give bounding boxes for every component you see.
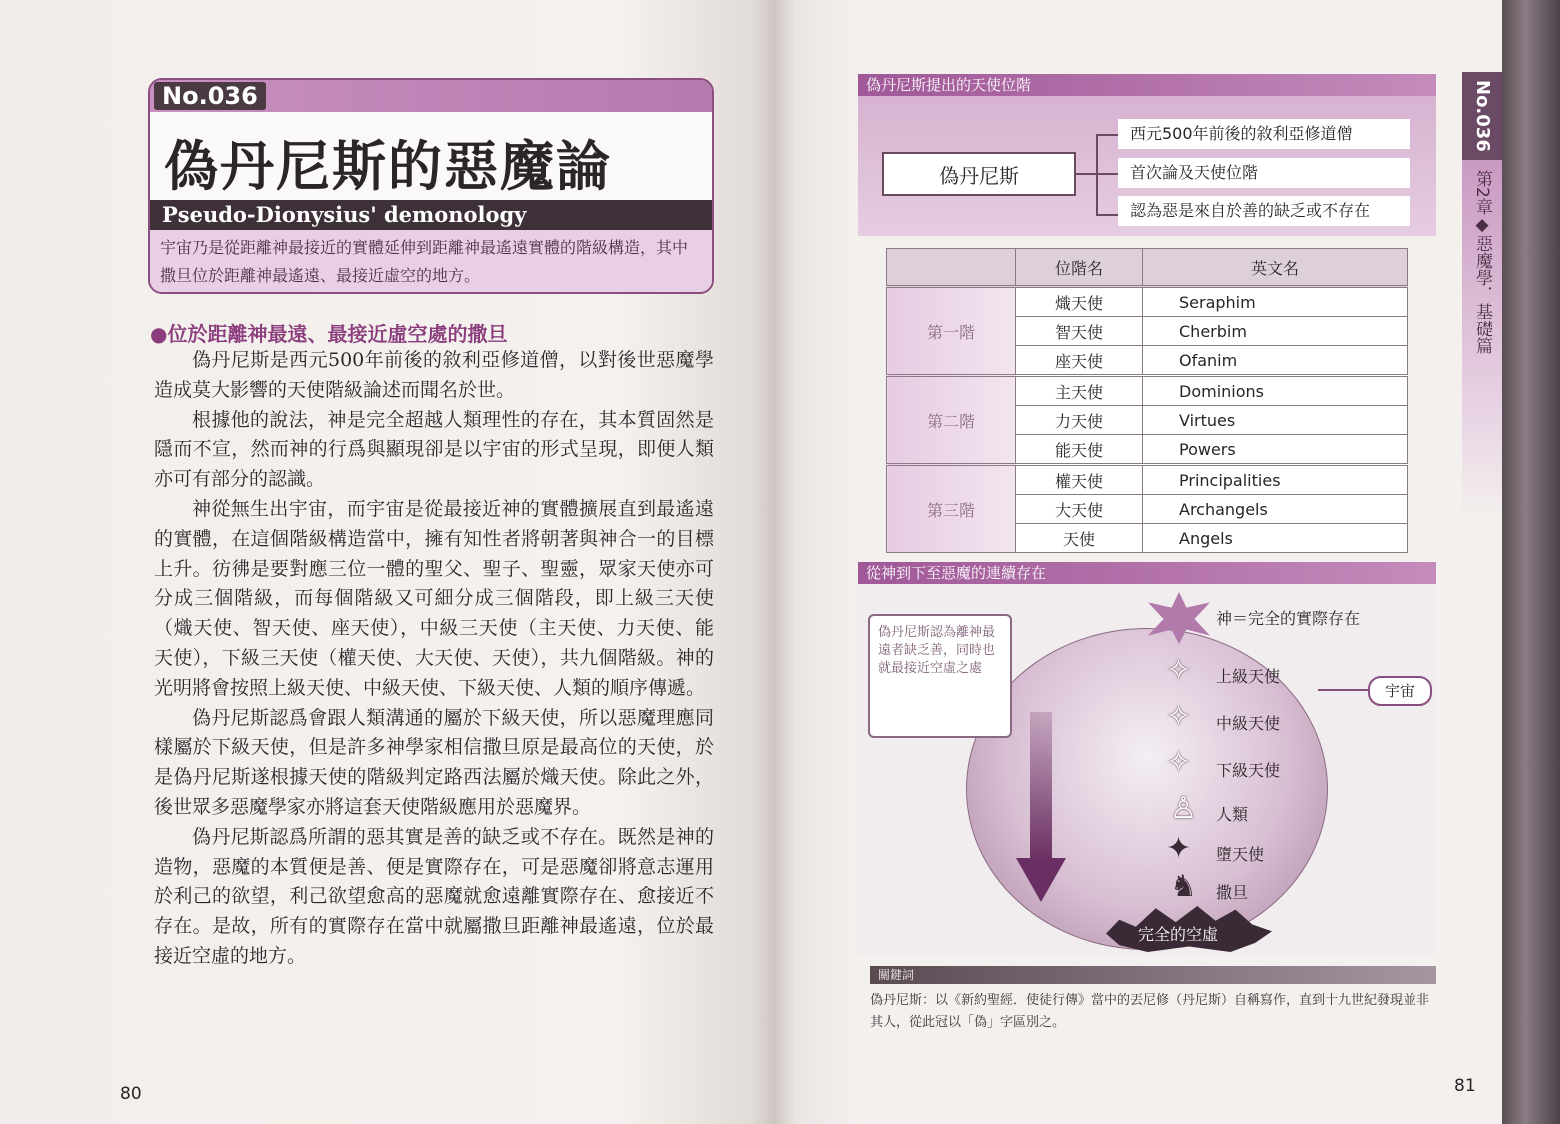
en-cell: Virtues [1143,406,1408,435]
note-2: 首次論及天使位階 [1118,158,1410,188]
note-3: 認為惡是來自於善的缺乏或不存在 [1118,196,1410,226]
level-middle: 中級天使 [1216,714,1281,733]
descent-arrow [1030,712,1052,862]
article-summary: 宇宙乃是從距離神最接近的實體延伸到距離神最遙遠實體的階級構造，其中撒旦位於距離神最遙遠、最接近虛空的地方。 [150,230,712,292]
en-cell: Ofanim [1143,346,1408,376]
side-tab-number: No.036 [1462,72,1502,160]
page-number-left: 80 [120,1084,142,1104]
en-cell: Cherbim [1143,317,1408,346]
article-number: No.036 [154,82,266,110]
angel-hierarchy-table [886,248,1408,553]
satan-icon: ♞ [1170,869,1197,904]
book-edge [1502,0,1560,1124]
cn-cell: 力天使 [1016,406,1143,435]
table-header: 位階名 [1016,249,1143,287]
table-header-row [887,249,1408,287]
article-title-en: Pseudo-Dionysius' demonology [150,200,712,230]
number-bar [150,80,712,112]
en-cell: Powers [1143,435,1408,465]
cn-cell: 天使 [1016,524,1143,553]
connector-line [1076,173,1096,175]
article-title: 偽丹尼斯的惡魔論 [164,135,612,198]
cn-cell: 大天使 [1016,495,1143,524]
table-header [887,249,1016,287]
paragraph: 神從無生出宇宙，而宇宙是從最接近神的實體擴展直到最遙遠的實體，在這個階級構造當中，擁有知性者將朝著與神合一的目標上升。彷彿是要對應三位一體的聖父、聖子、聖靈，眾家天使亦可分成三個階級，而每個階級又可細分成三個階段，即上級三天使（熾天使、智天使、座天使），中級三天使（主天使、力天使、能天使），下級三天使（權天使、大天使、天使），共九個階級。神的光明將會按照上級天使、中級天使、下級天使、人類的順序傳遞。 [154,497,714,699]
rank-cell: 第二階 [887,376,1016,465]
level-lower: 下級天使 [1216,761,1281,780]
cn-cell: 主天使 [1016,376,1143,406]
en-cell: Angels [1143,524,1408,553]
bracket [1096,134,1120,216]
cn-cell: 熾天使 [1016,287,1143,317]
universe-label: 宇宙 [1368,676,1432,706]
side-chapter-label: 第2章◆惡魔學．基礎篇 [1462,160,1502,520]
page-number-right: 81 [1454,1076,1476,1096]
rank-cell: 第三階 [887,465,1016,553]
section-heading: ●位於距離神最遠、最接近虛空處的撒旦 [150,322,508,346]
en-cell: Seraphim [1143,287,1408,317]
paragraph: 偽丹尼斯認爲會跟人類溝通的屬於下級天使，所以惡魔理應同樣屬於下級天使，但是許多神學家相信撒旦原是最高位的天使，於是偽丹尼斯遂根據天使的階級判定路西法屬於熾天使。除此之外，後世眾多惡魔學家亦將這套天使階級應用於惡魔界。 [154,706,714,818]
upper-angel-icon: ✧ [1166,653,1192,688]
term-bar: 關鍵詞 [870,966,1436,984]
en-cell: Dominions [1143,376,1408,406]
universe-connector [1318,689,1370,691]
paragraph: 偽丹尼斯認爲所謂的惡其實是善的缺乏或不存在。既然是神的造物，惡魔的本質便是善、便是實際存在，可是惡魔卻將意志運用於利己的欲望，利己欲望愈高的惡魔就愈遠離實際存在、愈接近不存在。是故，所有的實際存在當中就屬撒旦距離神最遙遠，位於最接近空虛的地方。 [154,825,714,967]
article-header [148,78,714,294]
cn-cell: 能天使 [1016,435,1143,465]
en-cell: Principalities [1143,465,1408,495]
lower-angel-icon: ✧ [1166,745,1192,780]
pdion-label: 偽丹尼斯 [882,152,1076,196]
paragraph: 根據他的說法，神是完全超越人類理性的存在，其本質固然是隱而不宣，然而神的行爲與顯現卻是以宇宙的形式呈現，即便人類亦可有部分的認識。 [154,408,714,491]
void-label: 完全的空虛 [1138,925,1219,944]
cn-cell: 權天使 [1016,465,1143,495]
en-cell: Archangels [1143,495,1408,524]
cn-cell: 智天使 [1016,317,1143,346]
level-satan: 撒旦 [1216,883,1249,902]
arrow-head-icon [1016,858,1066,902]
middle-angel-icon: ✧ [1166,699,1192,734]
human-icon: ♙ [1170,791,1197,826]
body-text [154,346,714,972]
level-upper: 上級天使 [1216,667,1281,686]
note-1: 西元500年前後的敘利亞修道僧 [1118,119,1410,149]
paragraph: 偽丹尼斯是西元500年前後的敘利亞修道僧，以對後世惡魔學造成莫大影響的天使階級論述而聞名於世。 [154,349,714,401]
callout-note: 偽丹尼斯認為離神最遠者缺乏善，同時也就最接近空虛之處 [868,614,1012,738]
section2-title: 從神到下至惡魔的連續存在 [858,562,1436,584]
rank-cell: 第一階 [887,287,1016,376]
table-row [887,465,1408,495]
table-row [887,287,1408,317]
term-text: 偽丹尼斯：以《新約聖經．使徒行傳》當中的丟尼修（丹尼斯）自稱寫作，直到十九世紀發現並非其人，從此冠以「偽」字區別之。 [870,993,1430,1030]
section1-title: 偽丹尼斯提出的天使位階 [858,74,1436,96]
level-human: 人類 [1216,805,1249,824]
cn-cell: 座天使 [1016,346,1143,376]
table-row [887,376,1408,406]
level-fallen: 墮天使 [1216,845,1265,864]
fallen-angel-icon: ✦ [1166,831,1192,866]
table-header: 英文名 [1143,249,1408,287]
bracket-mid [1096,173,1118,175]
left-page [0,0,774,1124]
level-god: 神＝完全的實際存在 [1216,609,1361,628]
